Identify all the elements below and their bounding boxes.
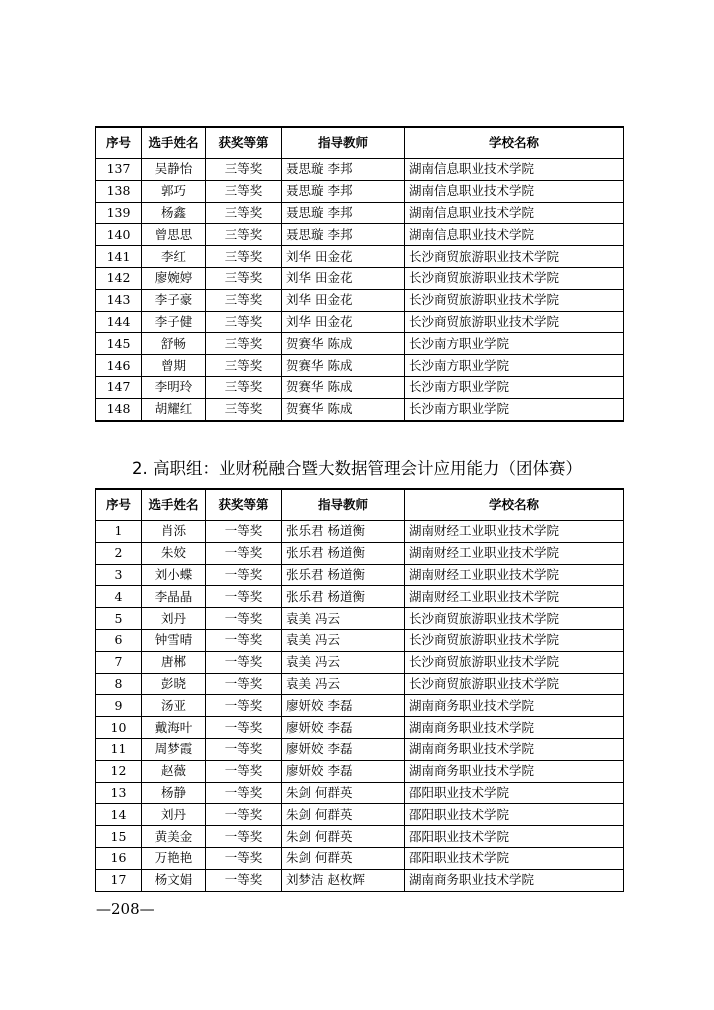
cell-instructor: 聂思璇 李邦 [282,202,405,224]
cell-instructor: 朱剑 何群英 [282,826,405,848]
cell-award-level: 三等奖 [206,224,282,246]
header-instructor: 指导教师 [282,127,405,159]
cell-contestant-name: 杨静 [142,782,206,804]
cell-contestant-name: 曾思思 [142,224,206,246]
cell-award-level: 一等奖 [206,826,282,848]
cell-award-level: 一等奖 [206,521,282,543]
cell-instructor: 廖妍姣 李磊 [282,738,405,760]
cell-school: 湖南商务职业技术学院 [405,717,624,739]
cell-award-level: 一等奖 [206,629,282,651]
cell-index: 13 [96,782,142,804]
cell-contestant-name: 胡耀红 [142,398,206,420]
cell-contestant-name: 李子豪 [142,289,206,311]
cell-award-level: 一等奖 [206,782,282,804]
awards-table-1 [95,126,624,422]
cell-index: 148 [96,398,142,420]
cell-instructor: 袁美 冯云 [282,629,405,651]
cell-school: 湖南商务职业技术学院 [405,760,624,782]
cell-index: 3 [96,564,142,586]
cell-instructor: 聂思璇 李邦 [282,224,405,246]
cell-contestant-name: 肖泺 [142,521,206,543]
cell-contestant-name: 周梦霞 [142,738,206,760]
cell-award-level: 一等奖 [206,804,282,826]
cell-contestant-name: 舒畅 [142,333,206,355]
cell-award-level: 三等奖 [206,159,282,181]
cell-contestant-name: 李子健 [142,311,206,333]
cell-school: 湖南财经工业职业技术学院 [405,586,624,608]
table-2-body [96,521,624,892]
cell-index: 15 [96,826,142,848]
table-row [96,542,624,564]
cell-contestant-name: 钟雪晴 [142,629,206,651]
header-instructor: 指导教师 [282,489,405,521]
cell-index: 12 [96,760,142,782]
header-contestant-name: 选手姓名 [142,127,206,159]
cell-contestant-name: 刘丹 [142,804,206,826]
cell-instructor: 贺赛华 陈成 [282,376,405,398]
cell-contestant-name: 彭晓 [142,673,206,695]
header-school: 学校名称 [405,127,624,159]
cell-school: 邵阳职业技术学院 [405,782,624,804]
table-row [96,673,624,695]
page-number: —208— [96,900,155,918]
cell-school: 湖南财经工业职业技术学院 [405,542,624,564]
cell-instructor: 张乐君 杨道衡 [282,586,405,608]
cell-index: 138 [96,180,142,202]
table-row [96,159,624,181]
cell-school: 湖南信息职业技术学院 [405,202,624,224]
cell-index: 141 [96,246,142,268]
cell-school: 湖南商务职业技术学院 [405,869,624,891]
cell-school: 湖南商务职业技术学院 [405,695,624,717]
cell-contestant-name: 戴海叶 [142,717,206,739]
cell-index: 9 [96,695,142,717]
header-index: 序号 [96,127,142,159]
cell-index: 14 [96,804,142,826]
table-header-row [96,127,624,159]
table-row [96,651,624,673]
cell-award-level: 一等奖 [206,738,282,760]
cell-school: 长沙商贸旅游职业技术学院 [405,608,624,630]
cell-index: 1 [96,521,142,543]
cell-index: 142 [96,267,142,289]
cell-contestant-name: 朱姣 [142,542,206,564]
cell-contestant-name: 唐郴 [142,651,206,673]
cell-index: 7 [96,651,142,673]
cell-index: 2 [96,542,142,564]
cell-school: 长沙南方职业学院 [405,355,624,377]
cell-contestant-name: 吴静怡 [142,159,206,181]
table-row [96,869,624,891]
cell-index: 10 [96,717,142,739]
cell-award-level: 三等奖 [206,267,282,289]
cell-award-level: 一等奖 [206,586,282,608]
cell-school: 长沙商贸旅游职业技术学院 [405,629,624,651]
cell-index: 143 [96,289,142,311]
cell-award-level: 一等奖 [206,651,282,673]
cell-instructor: 袁美 冯云 [282,673,405,695]
cell-instructor: 贺赛华 陈成 [282,355,405,377]
cell-school: 长沙商贸旅游职业技术学院 [405,651,624,673]
cell-award-level: 三等奖 [206,311,282,333]
table-row [96,782,624,804]
table-row [96,521,624,543]
section-heading: 2. 高职组：业财税融合暨大数据管理会计应用能力（团体赛） [132,459,582,478]
cell-school: 长沙商贸旅游职业技术学院 [405,267,624,289]
cell-school: 长沙商贸旅游职业技术学院 [405,673,624,695]
cell-contestant-name: 李明玲 [142,376,206,398]
table-row [96,267,624,289]
table-row [96,246,624,268]
header-award-level: 获奖等第 [206,127,282,159]
cell-contestant-name: 刘丹 [142,608,206,630]
table-row [96,738,624,760]
cell-index: 147 [96,376,142,398]
cell-instructor: 朱剑 何群英 [282,804,405,826]
cell-instructor: 朱剑 何群英 [282,847,405,869]
table-row [96,608,624,630]
cell-instructor: 刘梦洁 赵枚辉 [282,869,405,891]
cell-instructor: 朱剑 何群英 [282,782,405,804]
table-row [96,311,624,333]
cell-award-level: 三等奖 [206,180,282,202]
cell-contestant-name: 汤亚 [142,695,206,717]
cell-school: 长沙商贸旅游职业技术学院 [405,246,624,268]
cell-instructor: 贺赛华 陈成 [282,398,405,420]
table-row [96,586,624,608]
cell-instructor: 刘华 田金花 [282,311,405,333]
cell-instructor: 刘华 田金花 [282,289,405,311]
cell-instructor: 聂思璇 李邦 [282,180,405,202]
cell-instructor: 张乐君 杨道衡 [282,564,405,586]
cell-school: 湖南信息职业技术学院 [405,224,624,246]
cell-index: 4 [96,586,142,608]
cell-contestant-name: 赵薇 [142,760,206,782]
table-1-body [96,159,624,421]
cell-index: 139 [96,202,142,224]
cell-contestant-name: 廖婉婷 [142,267,206,289]
cell-contestant-name: 刘小蝶 [142,564,206,586]
cell-instructor: 廖妍姣 李磊 [282,760,405,782]
cell-award-level: 三等奖 [206,355,282,377]
cell-award-level: 一等奖 [206,564,282,586]
cell-instructor: 袁美 冯云 [282,608,405,630]
table-row [96,564,624,586]
cell-index: 16 [96,847,142,869]
cell-award-level: 一等奖 [206,847,282,869]
table-row [96,224,624,246]
cell-contestant-name: 李晶晶 [142,586,206,608]
cell-school: 邵阳职业技术学院 [405,847,624,869]
awards-table-2 [95,488,624,892]
cell-school: 湖南财经工业职业技术学院 [405,564,624,586]
table-row [96,355,624,377]
cell-instructor: 聂思璇 李邦 [282,159,405,181]
cell-contestant-name: 杨鑫 [142,202,206,224]
cell-index: 11 [96,738,142,760]
table-row [96,376,624,398]
table-row [96,333,624,355]
cell-award-level: 三等奖 [206,246,282,268]
cell-instructor: 廖妍姣 李磊 [282,695,405,717]
cell-school: 湖南信息职业技术学院 [405,159,624,181]
cell-contestant-name: 郭巧 [142,180,206,202]
cell-award-level: 一等奖 [206,760,282,782]
table-row [96,629,624,651]
cell-award-level: 一等奖 [206,542,282,564]
cell-school: 长沙商贸旅游职业技术学院 [405,311,624,333]
table-row [96,826,624,848]
cell-instructor: 张乐君 杨道衡 [282,542,405,564]
cell-school: 湖南商务职业技术学院 [405,738,624,760]
cell-school: 长沙南方职业学院 [405,376,624,398]
cell-contestant-name: 万艳艳 [142,847,206,869]
cell-award-level: 一等奖 [206,673,282,695]
cell-contestant-name: 李红 [142,246,206,268]
cell-index: 6 [96,629,142,651]
cell-index: 137 [96,159,142,181]
cell-index: 146 [96,355,142,377]
cell-school: 湖南财经工业职业技术学院 [405,521,624,543]
cell-school: 长沙南方职业学院 [405,333,624,355]
cell-award-level: 三等奖 [206,202,282,224]
cell-award-level: 三等奖 [206,376,282,398]
cell-instructor: 刘华 田金花 [282,246,405,268]
cell-instructor: 贺赛华 陈成 [282,333,405,355]
header-school: 学校名称 [405,489,624,521]
cell-instructor: 袁美 冯云 [282,651,405,673]
cell-contestant-name: 杨文娟 [142,869,206,891]
table-row [96,202,624,224]
header-index: 序号 [96,489,142,521]
table-row [96,180,624,202]
cell-index: 144 [96,311,142,333]
cell-award-level: 三等奖 [206,289,282,311]
table-row [96,695,624,717]
cell-school: 湖南信息职业技术学院 [405,180,624,202]
cell-contestant-name: 黄美金 [142,826,206,848]
cell-school: 邵阳职业技术学院 [405,804,624,826]
header-contestant-name: 选手姓名 [142,489,206,521]
cell-index: 145 [96,333,142,355]
cell-school: 长沙南方职业学院 [405,398,624,420]
table-header-row [96,489,624,521]
cell-index: 5 [96,608,142,630]
cell-award-level: 一等奖 [206,695,282,717]
cell-award-level: 一等奖 [206,608,282,630]
table-row [96,847,624,869]
cell-instructor: 张乐君 杨道衡 [282,521,405,543]
cell-index: 8 [96,673,142,695]
table-row [96,717,624,739]
table-row [96,760,624,782]
cell-school: 长沙商贸旅游职业技术学院 [405,289,624,311]
cell-school: 邵阳职业技术学院 [405,826,624,848]
cell-award-level: 三等奖 [206,333,282,355]
header-award-level: 获奖等第 [206,489,282,521]
cell-award-level: 一等奖 [206,869,282,891]
table-row [96,289,624,311]
cell-index: 17 [96,869,142,891]
cell-award-level: 三等奖 [206,398,282,420]
cell-index: 140 [96,224,142,246]
cell-instructor: 刘华 田金花 [282,267,405,289]
cell-instructor: 廖妍姣 李磊 [282,717,405,739]
cell-contestant-name: 曾期 [142,355,206,377]
cell-award-level: 一等奖 [206,717,282,739]
table-row [96,804,624,826]
table-row [96,398,624,420]
